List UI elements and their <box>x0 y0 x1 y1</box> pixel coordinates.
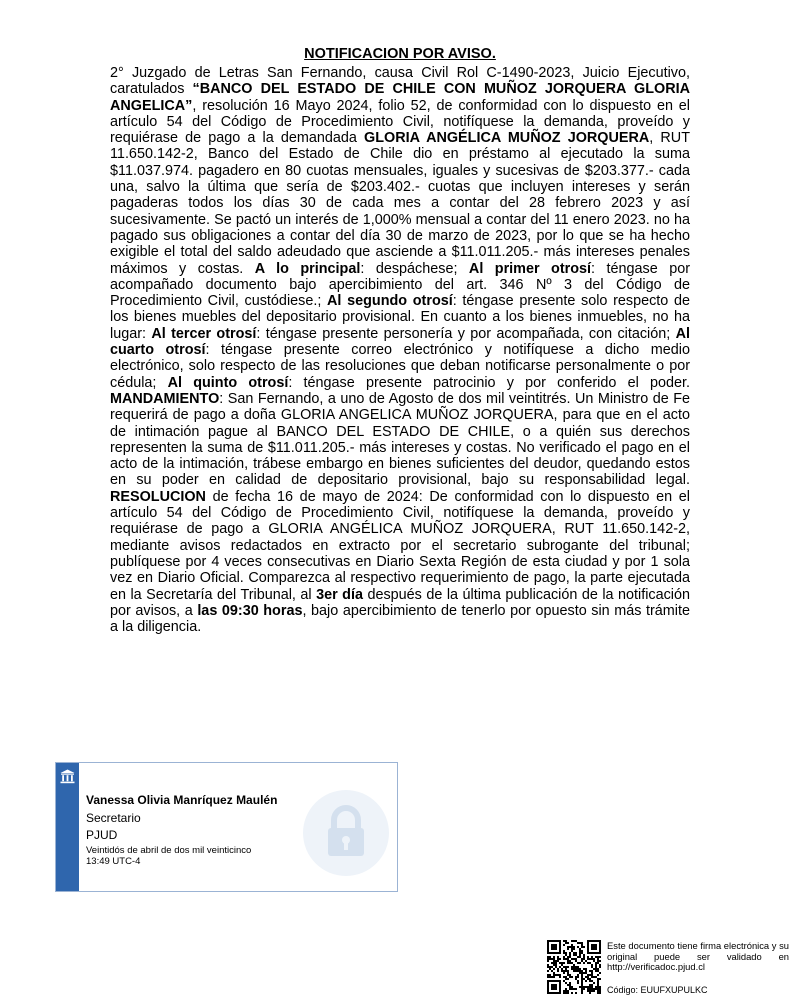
signature-date-line: Veintidós de abril de dos mil veinticinco <box>86 845 252 856</box>
body-bold-segment: A lo principal <box>254 260 361 277</box>
body-bold-segment: GLORIA ANGÉLICA MUÑOZ JORQUERA <box>364 130 650 147</box>
body-text-segment: : San Fernando, a uno de Agosto de dos mil veintitrés. Un Ministro de Fe requerirá de pago a doña GLORIA ANGELICA MUÑOZ JORQUERA, para que en el acto de intimación pague al BANCO DEL ESTADO DE CHILE, o a quién sus derechos representen la suma de $11.011.205.- más intereses y costas. No verificado el pago en el acto de la intimación, trábese embargo en bienes suficientes del deudor, quedando estos en su poder en calidad de depositario provisional, bajo su responsabilidad legal. <box>110 390 690 489</box>
signer-name: Vanessa Olivia Manríquez Maulén <box>86 793 278 807</box>
body-bold-segment: Al primer otrosí <box>468 260 592 277</box>
body-text-segment: : téngase presente personería y por acompañada, con citación; <box>256 325 676 342</box>
verification-code: Código: EUUFXUPULKC <box>607 985 708 995</box>
body-text-segment: : téngase presente correo electrónico y notifíquese a dicho medio electrónico, solo respecto de las resoluciones que deban notificarse personalmente o por cédula; <box>110 342 691 391</box>
document-body <box>110 65 690 635</box>
courthouse-icon <box>60 769 75 784</box>
body-bold-segment: las 09:30 horas <box>197 602 303 619</box>
body-text-segment: , resolución 16 Mayo 2024, folio 52, de conformidad con lo dispuesto en el artículo 54 del Código de Procedimiento Civil, notifíquese la demanda, proveído y requiérase de pago a la demandada <box>110 97 690 147</box>
body-bold-segment: 3er día <box>316 586 363 603</box>
body-text-segment: de fecha 16 de mayo de 2024: De conformidad con lo dispuesto en el artículo 54 del Código de Procedimiento Civil, notifíquese la demanda, proveído y requiérase de pago a GLORIA ANGÉLICA MUÑOZ JORQUERA, RUT 11.650.142-2, mediante avisos redactados en extracto por el secretario subrogante del tribunal; publíquese por 4 veces consecutivas en Diario Sexta Región de esta ciudad y por 1 sola vez en Diario Oficial. Comparezca al respectivo requerimiento de pago, la parte ejecutada en la Secretaría del Tribunal, al <box>110 488 690 603</box>
body-text-segment: 2° Juzgado de Letras San Fernando, causa Civil Rol C-1490-2023, Juicio Ejecutivo, caratulados <box>110 65 690 98</box>
signer-role: Secretario <box>86 811 141 825</box>
signature-box <box>55 762 398 892</box>
body-bold-segment: Al cuarto otrosí <box>110 325 690 359</box>
body-text-segment: : despáchese; <box>360 260 469 277</box>
signature-side-bar <box>56 763 79 891</box>
qr-code-icon <box>547 940 601 994</box>
body-bold-segment: RESOLUCION <box>110 488 206 505</box>
body-text-segment: : téngase presente solo respecto de los bienes muebles del depositario provisional. En cuanto a los bienes inmuebles, no ha lugar: <box>110 293 690 342</box>
signer-organization: PJUD <box>86 828 118 842</box>
body-text-segment: : téngase por acompañado documento bajo apercibimiento del art. 346 Nº 3 del Código de Procedimiento Civil, custódiese.; <box>110 260 690 310</box>
body-bold-segment: “BANCO DEL ESTADO DE CHILE CON MUÑOZ JORQUERA GLORIA ANGELICA” <box>110 81 690 114</box>
signature-time-line: 13:49 UTC-4 <box>86 856 141 867</box>
document-title: NOTIFICACION POR AVISO. <box>304 46 496 62</box>
verification-note: Este documento tiene firma electrónica y su original puede ser validado en http://verificadoc.pjud.cl <box>607 940 789 973</box>
body-text-segment: , bajo apercibimiento de tenerlo por opuesto sin más trámite a la diligencia. <box>110 602 690 636</box>
body-bold-segment: Al tercer otrosí <box>151 325 257 342</box>
body-bold-segment: MANDAMIENTO <box>110 390 220 407</box>
lock-icon <box>301 788 391 878</box>
body-bold-segment: Al quinto otrosí <box>167 374 289 391</box>
body-bold-segment: Al segundo otrosí <box>327 293 453 310</box>
signature-date <box>86 845 251 867</box>
body-text-segment: después de la última publicación de la notificación por avisos, a <box>110 586 691 619</box>
body-text-segment: , RUT 11.650.142-2, Banco del Estado de Chile dio en préstamo al ejecutado la suma $11.037.974. pagadero en 80 cuotas mensuales, iguales y sucesivas de $203.377.- cada una, salvo la última que sería de $203.402.- cuotas que incluyen intereses y serán pagaderas todos los días 30 de cada mes a contar del 28 febrero 2023 y así sucesivamente. Se pactó un interés de 1,000% mensual a contar del 11 enero 2023. no ha pagado sus obligaciones a contar del día 30 de marzo de 2023, por lo que se ha hecho exigible el total del saldo adeudado que asciende a $11.011.205.- más intereses penales máximos y costas. <box>110 130 690 277</box>
body-text-segment: : téngase presente patrocinio y por conferido el poder. <box>288 374 690 391</box>
